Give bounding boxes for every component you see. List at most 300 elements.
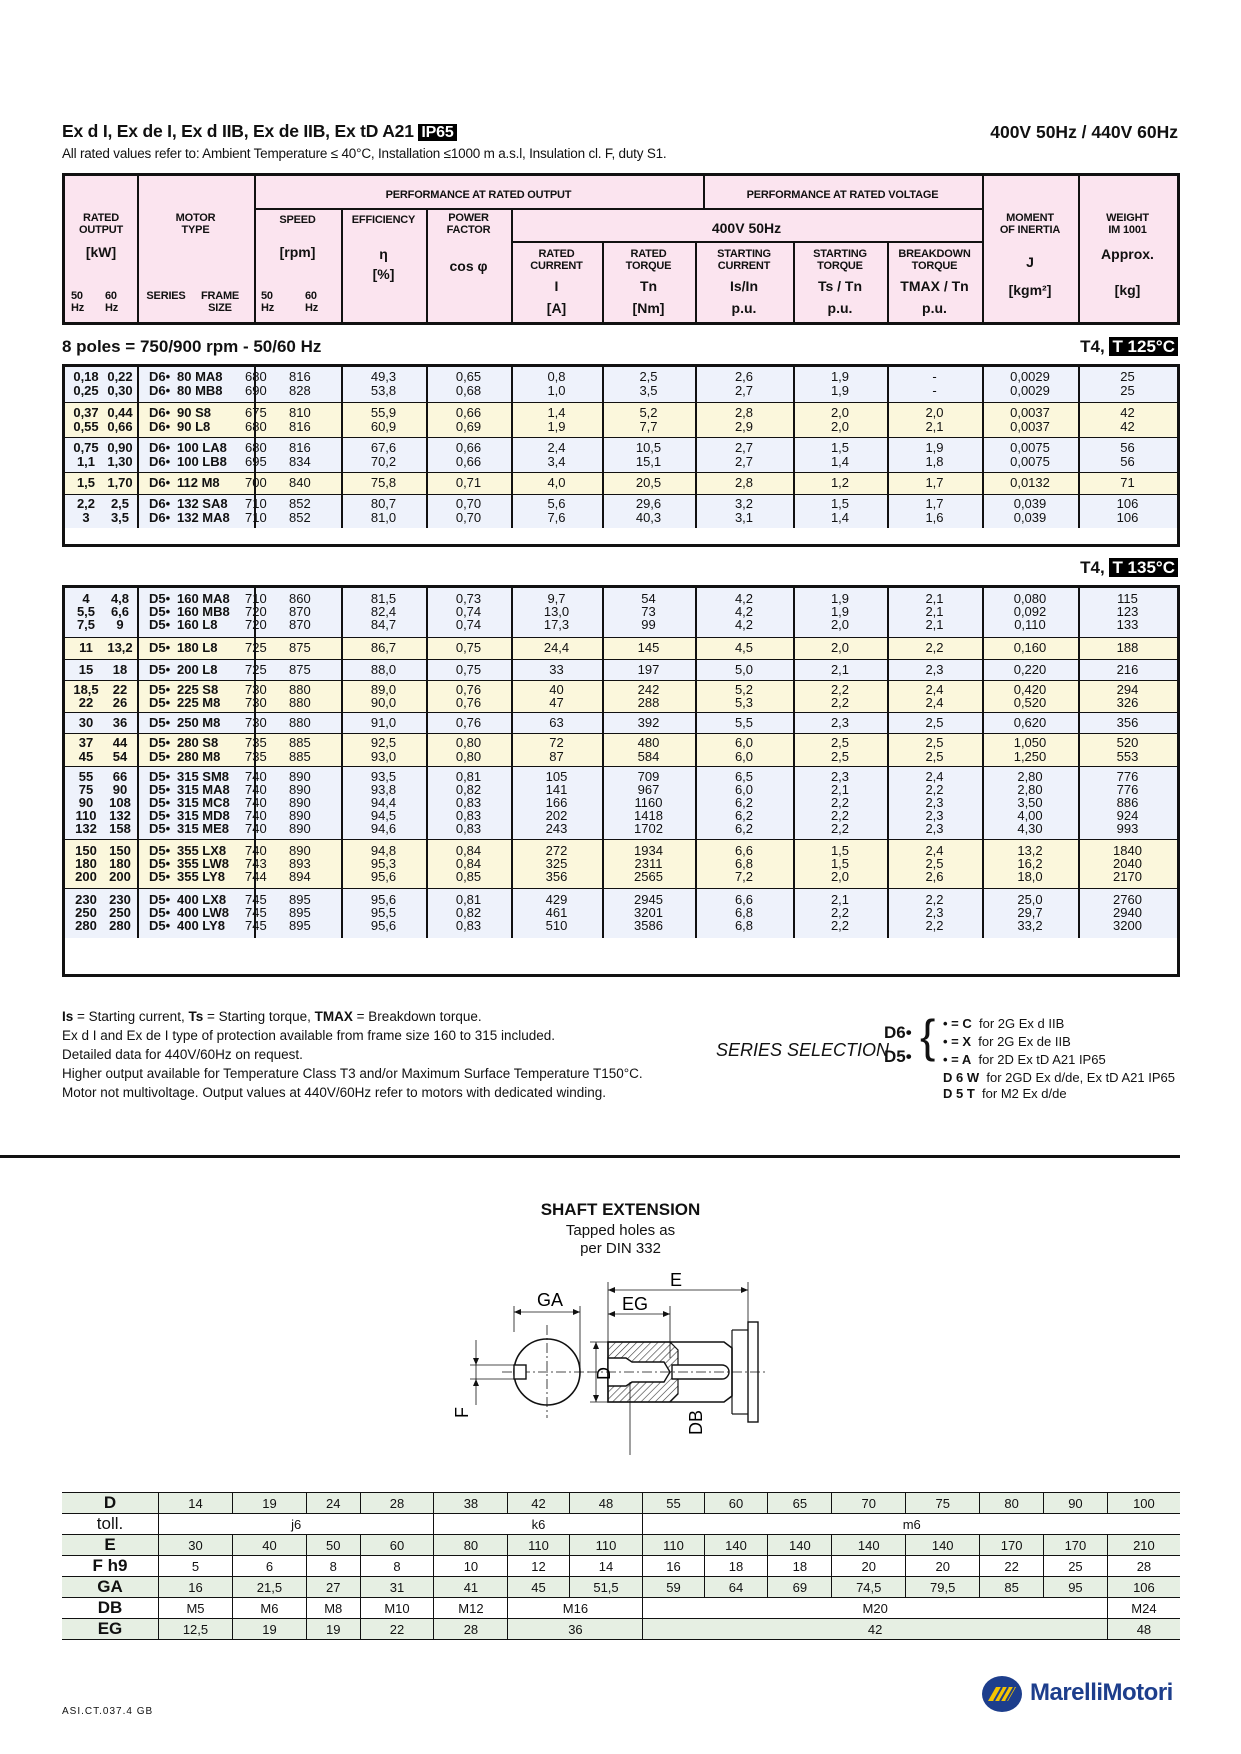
row-label-f: F h9 (62, 1556, 159, 1577)
table-cell: 225 M8 (177, 695, 221, 710)
table-cell: 2,80 (1017, 781, 1043, 797)
table-cell: 1,1 (76, 453, 96, 469)
table-cell: 89,0 (370, 681, 397, 697)
table-cell: 2,7 (734, 382, 754, 398)
table-cell: 158 (109, 821, 131, 837)
shaft-cell: 51,5 (569, 1577, 643, 1598)
ts-tn-symbol: Ts / Tn (817, 278, 863, 294)
shaft-cell: 110 (508, 1535, 569, 1556)
series-selection-label: SERIES SELECTION (716, 1040, 890, 1060)
table-cell: 710 (245, 496, 267, 512)
shaft-cell: 14 (569, 1556, 643, 1577)
table-cell: 141 (545, 781, 568, 797)
note-1a: = Starting current, (73, 1009, 189, 1024)
table-cell: 0,18 (73, 369, 99, 385)
row-group (65, 437, 1177, 473)
table-cell: 9,7 (547, 590, 566, 606)
table-cell: 0,80 (455, 735, 482, 751)
table-cell: 6,5 (734, 768, 754, 784)
note-2: Ex d I and Ex de I type of protection available from frame size 160 to 315 included. (62, 1028, 556, 1043)
table-cell: 2,6 (925, 869, 944, 885)
table-cell: 216 (1116, 661, 1139, 677)
speed-50hz: 50 Hz (261, 290, 275, 314)
table-cell: 2,1 (925, 617, 944, 633)
table-cell: 95,6 (370, 918, 397, 934)
table-cell: 740 (245, 821, 267, 837)
title-text: Ex d I, Ex de I, Ex d IIB, Ex de IIB, Ex tD A21 (62, 121, 414, 141)
table-cell: 17,3 (543, 617, 570, 633)
table-cell: 1,9 (830, 382, 850, 398)
shaft-cell: 95 (1044, 1577, 1108, 1598)
table-cell: 180 (75, 855, 97, 871)
data-table-8-poles-d6 (62, 364, 1180, 547)
table-cell: 11 (79, 640, 93, 656)
table-cell: 4,2 (734, 617, 754, 633)
table-cell: 1,9 (830, 590, 850, 606)
table-cell: 0,66 (455, 405, 482, 421)
table-cell: 2,4 (547, 440, 566, 456)
table-cell: 93,0 (370, 748, 397, 764)
table-cell: 461 (545, 904, 568, 920)
table-cell: 0,0075 (1010, 453, 1050, 469)
table-cell: 88,0 (370, 661, 397, 677)
shaft-cell: 170 (1044, 1535, 1108, 1556)
table-cell: 99 (641, 617, 656, 633)
table-cell: 0,0037 (1010, 418, 1050, 434)
table-cell: 80 MB8 (177, 382, 223, 398)
shaft-dimensions-table (62, 1492, 1180, 1640)
power-factor-header: POWER FACTOR (446, 212, 491, 236)
speed-60hz: 60 Hz (305, 290, 319, 314)
rpm-unit: [rpm] (279, 244, 316, 260)
shaft-cell: 22 (980, 1556, 1044, 1577)
table-cell: 280 M8 (177, 748, 221, 764)
table-cell: 730 (245, 695, 267, 710)
table-cell: 13,2 (1017, 842, 1043, 858)
shaft-cell: 28 (434, 1619, 508, 1640)
table-cell: 71 (1120, 475, 1135, 491)
table-cell: 2311 (634, 855, 663, 871)
table-cell: 200 (75, 869, 97, 885)
shaft-cell: 6 (232, 1556, 306, 1577)
table-cell: 81,0 (370, 509, 397, 525)
table-cell: 735 (245, 735, 267, 751)
table-cell: 95,6 (370, 869, 397, 885)
table-cell: 150 (109, 842, 131, 858)
series-item-d6w (943, 1070, 1175, 1085)
speed-header: SPEED (279, 214, 316, 226)
table-cell: 0,25 (73, 382, 99, 398)
table-cell: D6• (149, 440, 171, 456)
table-cell: 1,9 (830, 369, 850, 385)
table-cell: 0,110 (1014, 617, 1046, 633)
table-cell: 40 (549, 681, 564, 697)
table-header (62, 173, 1180, 325)
row-group (65, 637, 1177, 660)
table-cell: 56 (1120, 440, 1135, 456)
series-item-d5t (943, 1086, 1067, 1101)
table-cell: - (932, 369, 937, 385)
table-cell: 3,2 (734, 496, 754, 512)
table-cell: 0,0075 (1010, 440, 1050, 456)
table-cell: 132 MA8 (177, 509, 230, 525)
ip-badge: IP65 (418, 124, 456, 141)
table-cell: 47 (549, 695, 564, 710)
table-cell: 1,9 (830, 603, 850, 619)
table-cell: 15 (78, 661, 94, 677)
table-cell: 90 S8 (177, 405, 211, 421)
table-cell: 816 (289, 440, 311, 456)
shaft-cell: 40 (232, 1535, 306, 1556)
table-cell: 2,2 (830, 821, 850, 837)
table-cell: 0,65 (455, 369, 482, 385)
table-cell: 2,2 (925, 640, 944, 656)
table-cell: 326 (1116, 695, 1139, 710)
table-cell: 2,0 (830, 617, 850, 633)
shaft-cell: 60 (360, 1535, 434, 1556)
table-cell: 6,8 (734, 904, 754, 920)
shaft-cell: 8 (360, 1556, 434, 1577)
table-cell: 816 (289, 418, 311, 434)
table-cell: 890 (289, 808, 311, 824)
series-item-c-code: • = C (943, 1016, 972, 1031)
temp-class-2 (1080, 558, 1178, 578)
document-code: ASI.CT.037.4 GB (62, 1706, 154, 1717)
table-cell: 885 (289, 748, 311, 764)
table-cell: 886 (1116, 794, 1139, 810)
table-cell: 2,7 (734, 453, 754, 469)
shaft-cell: 19 (232, 1619, 306, 1640)
table-cell: D6• (149, 509, 171, 525)
table-cell: 0,0132 (1010, 475, 1050, 491)
table-cell: 4,8 (110, 590, 130, 606)
table-cell: 250 (75, 904, 97, 920)
table-cell: 7,6 (547, 509, 566, 525)
table-cell: 2,4 (925, 695, 944, 710)
table-cell: 0,30 (107, 382, 133, 398)
table-cell: 40,3 (635, 509, 662, 525)
shaft-cell: 42 (643, 1619, 1107, 1640)
shaft-cell: 110 (569, 1535, 643, 1556)
table-cell: 893 (289, 855, 311, 871)
weight-header: WEIGHT IM 1001 (1106, 212, 1149, 236)
table-cell: 675 (245, 405, 267, 421)
table-cell: D5• (149, 918, 171, 934)
table-cell: 890 (289, 821, 311, 837)
shaft-cell: 5 (159, 1556, 233, 1577)
table-cell: 392 (637, 714, 660, 730)
table-cell: 1,9 (547, 418, 566, 434)
table-cell: 1840 (1113, 842, 1142, 858)
table-cell: D5• (149, 603, 171, 619)
series-d6: D6• (884, 1023, 912, 1042)
table-cell: 0,82 (455, 781, 482, 797)
table-cell: 80 MA8 (177, 369, 223, 385)
table-cell: 680 (245, 418, 267, 434)
table-cell: 0,85 (455, 869, 482, 885)
shaft-cell: 100 (1107, 1493, 1180, 1514)
row-group (65, 680, 1177, 713)
table-cell: 25,0 (1017, 891, 1043, 907)
table-cell: 1,4 (547, 405, 566, 421)
table-cell: 2,5 (925, 735, 944, 751)
shaft-cell: 20 (906, 1556, 980, 1577)
table-cell: 3 (82, 509, 90, 525)
table-cell: 18,5 (73, 681, 99, 697)
table-cell: 6,0 (734, 748, 754, 764)
table-cell: 1,70 (107, 475, 133, 491)
table-cell: 4,2 (734, 603, 754, 619)
table-cell: 1,7 (925, 475, 944, 491)
table-cell: 870 (289, 617, 311, 633)
table-cell: 5,0 (734, 661, 754, 677)
table-cell: 0,039 (1013, 496, 1047, 512)
series-item-c-desc: for 2G Ex d IIB (979, 1016, 1065, 1031)
temp-class-2-prefix: T4, (1080, 558, 1105, 577)
table-cell: 852 (289, 496, 311, 512)
table-cell: 49,3 (370, 369, 397, 385)
table-cell: 200 L8 (177, 661, 218, 677)
row-group (65, 733, 1177, 767)
table-cell: 6,0 (734, 781, 754, 797)
table-cell: 2760 (1113, 891, 1142, 907)
table-cell: 7,7 (639, 418, 658, 434)
table-cell: 880 (289, 681, 311, 697)
table-cell: 5,2 (734, 681, 754, 697)
series-item-d6w-desc: for 2GD Ex d/de, Ex tD A21 IP65 (986, 1070, 1175, 1085)
shaft-cell: M20 (643, 1598, 1107, 1619)
shaft-cell: k6 (434, 1514, 643, 1535)
table-cell: D5• (149, 768, 171, 784)
pct-unit: [%] (372, 266, 395, 282)
table-cell: 2,1 (830, 781, 850, 797)
starting-torque-header: STARTING TORQUE (813, 248, 867, 272)
table-cell: 2,2 (925, 781, 944, 797)
perf-rated-voltage-header: PERFORMANCE AT RATED VOLTAGE (746, 189, 939, 201)
table-cell: 0,90 (107, 440, 133, 456)
tn-symbol: Tn (639, 278, 658, 294)
table-cell: 197 (637, 661, 660, 677)
table-cell: 0,44 (107, 405, 133, 421)
table-cell: 315 MC8 (177, 794, 230, 810)
table-cell: 0,080 (1013, 590, 1047, 606)
eg-label: EG (622, 1294, 649, 1314)
table-cell: 429 (545, 891, 568, 907)
table-cell: 400 LX8 (177, 891, 227, 907)
table-cell: 480 (637, 735, 660, 751)
table-cell: 2,3 (925, 904, 944, 920)
row-group (65, 472, 1177, 495)
table-cell: 2,5 (925, 714, 944, 730)
table-cell: 75 (78, 781, 94, 797)
table-cell: 90,0 (370, 695, 397, 710)
table-cell: 2,5 (639, 369, 658, 385)
table-cell: 0,620 (1013, 714, 1047, 730)
shaft-cell: j6 (159, 1514, 434, 1535)
shaft-cell: 80 (980, 1493, 1044, 1514)
table-cell: 355 LY8 (177, 869, 225, 885)
table-cell: 4,0 (547, 475, 566, 491)
shaft-cell: 12 (508, 1556, 569, 1577)
table-cell: 895 (289, 904, 311, 920)
table-cell: D5• (149, 640, 171, 656)
table-cell: 225 S8 (177, 681, 219, 697)
table-cell: 730 (245, 714, 267, 730)
table-cell: 2,2 (830, 695, 850, 710)
motor-type-header: MOTOR TYPE (175, 212, 216, 236)
table-cell: D5• (149, 794, 171, 810)
table-cell: D5• (149, 904, 171, 920)
table-cell: 242 (637, 681, 660, 697)
shaft-cell: 210 (1107, 1535, 1180, 1556)
series-item-x (943, 1034, 1071, 1049)
table-cell: 3,1 (734, 509, 754, 525)
shaft-cell: 140 (906, 1535, 980, 1556)
shaft-cell: 28 (1107, 1556, 1180, 1577)
row-label-e: E (62, 1535, 159, 1556)
shaft-cell: 31 (360, 1577, 434, 1598)
shaft-cell: 25 (1044, 1556, 1108, 1577)
shaft-cell: 74,5 (832, 1577, 906, 1598)
table-cell: 160 MA8 (177, 590, 230, 606)
table-cell: 25 (1120, 382, 1135, 398)
table-cell: 2940 (1113, 904, 1142, 920)
table-cell: 55,9 (370, 405, 397, 421)
table-cell: D6• (149, 405, 171, 421)
series-item-x-desc: for 2G Ex de IIB (978, 1034, 1071, 1049)
shaft-cell: M16 (508, 1598, 643, 1619)
table-cell: 288 (637, 695, 660, 710)
table-cell: 2,5 (925, 855, 944, 871)
table-cell: 2,2 (76, 496, 96, 512)
table-cell: 0,0037 (1010, 405, 1050, 421)
table-cell: 4,00 (1017, 808, 1043, 824)
table-cell: 860 (289, 590, 311, 606)
shaft-subtitle-1: Tapped holes as (565, 1222, 676, 1239)
shaft-cell: 38 (434, 1493, 508, 1514)
shaft-cell: 70 (832, 1493, 906, 1514)
note-1c: = Breakdown torque. (352, 1009, 482, 1024)
series-item-a-desc: for 2D Ex tD A21 IP65 (978, 1052, 1106, 1067)
table-cell: 740 (245, 842, 267, 858)
table-cell: 150 (75, 842, 97, 858)
marelli-logo-icon (980, 1674, 1024, 1714)
shaft-cell: 21,5 (232, 1577, 306, 1598)
shaft-cell: 12,5 (159, 1619, 233, 1640)
table-cell: 22 (112, 681, 128, 697)
table-cell: D5• (149, 821, 171, 837)
table-cell: 2,4 (925, 842, 944, 858)
table-cell: 1,30 (107, 453, 133, 469)
table-cell: 123 (1116, 603, 1139, 619)
table-cell: 110 (75, 808, 97, 824)
table-cell: 92,5 (370, 735, 397, 751)
table-cell: 1,5 (76, 475, 96, 491)
table-cell: 895 (289, 918, 311, 934)
shaft-cell: 20 (832, 1556, 906, 1577)
table-cell: 834 (289, 453, 311, 469)
table-cell: D6• (149, 382, 171, 398)
table-cell: 7,2 (734, 869, 754, 885)
poles-heading: 8 poles = 750/900 rpm - 50/60 Hz (62, 337, 322, 356)
table-cell: 90 L8 (177, 418, 211, 434)
table-cell: D5• (149, 695, 171, 710)
series-item-a-code: • = A (943, 1052, 972, 1067)
table-cell: 0,66 (455, 453, 482, 469)
table-cell: 20,5 (635, 475, 662, 491)
table-cell: 1,7 (925, 496, 944, 512)
table-cell: 72 (549, 735, 564, 751)
table-cell: 5,2 (639, 405, 658, 421)
table-cell: 720 (245, 617, 267, 633)
table-cell: 105 (545, 768, 568, 784)
table-cell: 0,83 (455, 821, 482, 837)
temp-class-2-value: T 135°C (1109, 558, 1178, 577)
d-label: D (594, 1367, 614, 1380)
table-cell: 993 (1116, 821, 1139, 837)
starting-current-header: STARTING CURRENT (717, 248, 771, 272)
table-cell: 0,84 (455, 842, 482, 858)
table-cell: D5• (149, 617, 171, 633)
efficiency-header: EFFICIENCY (351, 214, 416, 226)
table-cell: 1,2 (830, 475, 850, 491)
table-cell: 9 (116, 617, 124, 633)
table-cell: D6• (149, 369, 171, 385)
table-cell: 2,0 (830, 405, 850, 421)
table-cell: 0,70 (455, 496, 482, 512)
table-cell: 55 (78, 768, 94, 784)
row-group (65, 659, 1177, 681)
table-cell: 776 (1116, 768, 1139, 784)
table-cell: 0,83 (455, 808, 482, 824)
note-1b: = Starting torque, (203, 1009, 315, 1024)
table-cell: 180 (109, 855, 131, 871)
shaft-cell: M10 (360, 1598, 434, 1619)
table-cell: 200 (109, 869, 131, 885)
table-cell: 36 (112, 714, 128, 730)
table-cell: 80,7 (370, 496, 397, 512)
row-label-eg: EG (62, 1619, 159, 1640)
table-cell: 56 (1120, 453, 1135, 469)
table-cell: 400 LY8 (177, 918, 225, 934)
shaft-cell: 19 (232, 1493, 306, 1514)
shaft-cell: 16 (643, 1556, 704, 1577)
i-symbol: I (554, 278, 559, 294)
table-cell: 0,092 (1013, 603, 1047, 619)
table-cell: 25 (1120, 369, 1135, 385)
table-cell: 745 (245, 904, 267, 920)
note-4: Higher output available for Temperature Class T3 and/or Maximum Surface Temperature T150°C. (62, 1066, 643, 1081)
table-cell: 0,66 (455, 440, 482, 456)
table-cell: 355 LW8 (177, 855, 230, 871)
table-cell: 250 M8 (177, 714, 221, 730)
table-cell: 894 (289, 869, 311, 885)
table-cell: 10,5 (635, 440, 662, 456)
table-cell: 4,30 (1017, 821, 1043, 837)
table-cell: 2,1 (925, 590, 944, 606)
series-header: SERIES (146, 290, 186, 302)
shaft-cell: 140 (832, 1535, 906, 1556)
table-cell: 2,7 (734, 440, 754, 456)
temp-class-1-value: T 125°C (1109, 337, 1178, 356)
table-cell: 1,5 (830, 496, 850, 512)
table-cell: 0,80 (455, 748, 482, 764)
shaft-cell: 42 (508, 1493, 569, 1514)
rated-current-header: RATED CURRENT (530, 248, 583, 272)
nm-unit: [Nm] (632, 300, 665, 316)
table-cell: 890 (289, 781, 311, 797)
table-cell: 5,5 (76, 603, 96, 619)
